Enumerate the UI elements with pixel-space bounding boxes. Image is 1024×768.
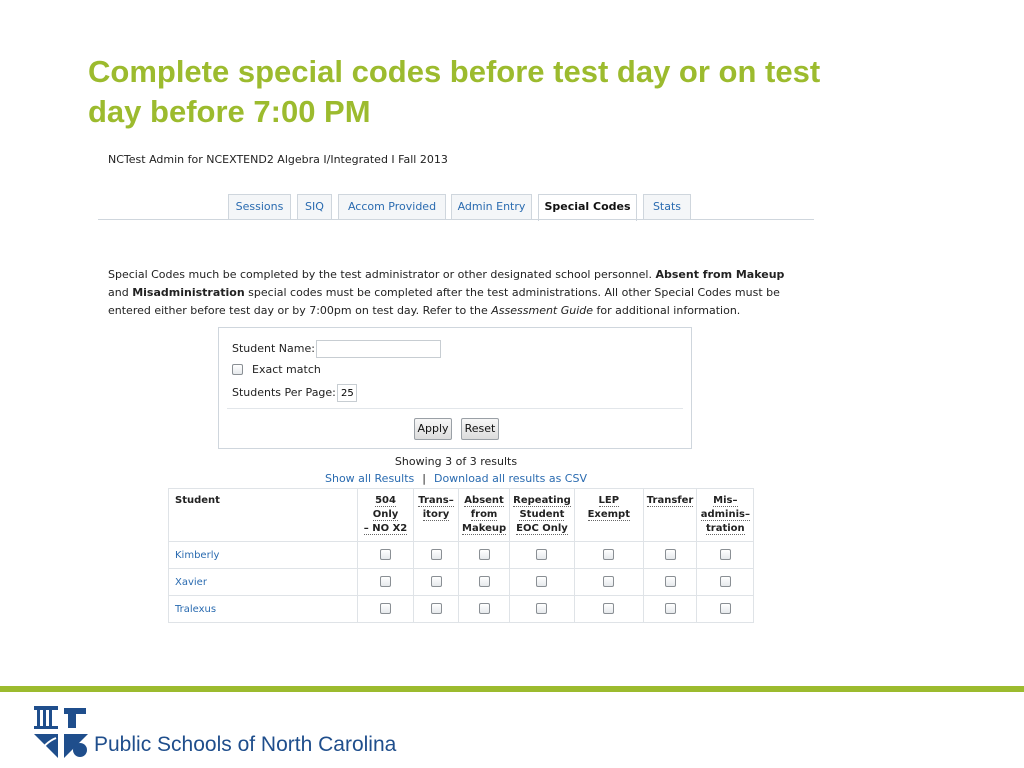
student-name-cell[interactable]: Tralexus	[169, 596, 358, 623]
header-transitory	[414, 489, 459, 542]
header-repeating-student	[510, 489, 575, 542]
table-row	[169, 569, 754, 596]
absent-from-makeup-checkbox[interactable]	[479, 603, 490, 614]
cell-misadministration	[697, 569, 754, 596]
transitory-checkbox[interactable]	[431, 576, 442, 587]
cell-transfer	[643, 596, 697, 623]
absent-from-makeup-checkbox[interactable]	[479, 576, 490, 587]
header-misadmin-line1: Mis–	[713, 495, 738, 506]
students-per-page-input[interactable]	[337, 384, 357, 402]
filter-panel	[218, 327, 692, 449]
desc-text-1: Special Codes much be completed by the test administrator or other designated school personnel.	[108, 268, 656, 281]
table-header-row	[169, 489, 754, 542]
desc-italic-guide: Assessment Guide	[491, 304, 594, 317]
slide-title	[88, 52, 928, 132]
table-row	[169, 542, 754, 569]
transfer-checkbox[interactable]	[665, 603, 676, 614]
cell-transitory	[414, 569, 459, 596]
tab-accom-provided[interactable]: Accom Provided	[338, 194, 446, 219]
header-misadmin-line2: adminis–	[700, 509, 750, 520]
tab-admin-entry[interactable]: Admin Entry	[451, 194, 532, 219]
results-links	[98, 472, 814, 485]
header-504-only-line1: 504 Only	[372, 495, 399, 520]
header-student	[169, 489, 358, 542]
504-only-checkbox[interactable]	[380, 603, 391, 614]
student-name-label: Student Name:	[232, 342, 315, 355]
cell-repeating-student	[510, 569, 575, 596]
desc-text-2: and	[108, 286, 133, 299]
cell-repeating-student	[510, 542, 575, 569]
special-codes-description	[108, 266, 808, 320]
app-title: NCTest Admin for NCEXTEND2 Algebra I/Integrated I Fall 2013	[108, 153, 448, 166]
cell-504-only	[358, 542, 414, 569]
header-misadmin-line3: tration	[706, 523, 745, 534]
header-absent-from-makeup	[459, 489, 510, 542]
header-misadministration	[697, 489, 754, 542]
cell-transitory	[414, 596, 459, 623]
students-per-page-label: Students Per Page:	[232, 386, 336, 399]
student-name-input[interactable]	[316, 340, 441, 358]
cell-lep-exempt	[574, 542, 643, 569]
show-all-results-link[interactable]: Show all Results	[325, 472, 415, 485]
cell-misadministration	[697, 542, 754, 569]
lep-exempt-checkbox[interactable]	[603, 603, 614, 614]
cell-absent-from-makeup	[459, 569, 510, 596]
tab-special-codes[interactable]: Special Codes	[538, 194, 637, 221]
header-repeating-line1: Repeating	[513, 495, 571, 506]
cell-transfer	[643, 542, 697, 569]
slide-title-line-2: day before 7:00 PM	[88, 94, 371, 129]
filter-divider	[227, 408, 683, 409]
header-repeating-line2: Student	[519, 509, 565, 520]
header-transitory-line2: itory	[422, 509, 450, 520]
misadministration-checkbox[interactable]	[720, 603, 731, 614]
nctest-admin-panel	[98, 148, 814, 488]
transfer-checkbox[interactable]	[665, 576, 676, 587]
header-transitory-line1: Trans–	[418, 495, 454, 506]
apply-button[interactable]: Apply	[414, 418, 452, 440]
cell-504-only	[358, 569, 414, 596]
header-absent-line1: Absent	[464, 495, 504, 506]
header-lep-exempt-label: LEP Exempt	[587, 495, 630, 520]
desc-bold-absent: Absent from Makeup	[655, 268, 785, 281]
cell-transfer	[643, 569, 697, 596]
cell-misadministration	[697, 596, 754, 623]
desc-bold-misadministration: Misadministration	[132, 286, 245, 299]
special-codes-table	[168, 488, 754, 623]
header-transfer	[643, 489, 697, 542]
cell-transitory	[414, 542, 459, 569]
cell-absent-from-makeup	[459, 542, 510, 569]
cell-lep-exempt	[574, 596, 643, 623]
exact-match-label: Exact match	[252, 363, 321, 376]
header-student-label: Student	[175, 495, 220, 506]
student-name-cell[interactable]: Xavier	[169, 569, 358, 596]
transfer-checkbox[interactable]	[665, 549, 676, 560]
student-name-cell[interactable]: Kimberly	[169, 542, 358, 569]
footer-accent-bar	[0, 686, 1024, 692]
lep-exempt-checkbox[interactable]	[603, 576, 614, 587]
cell-lep-exempt	[574, 569, 643, 596]
header-transfer-label: Transfer	[646, 495, 694, 506]
psnc-logo-icon	[32, 702, 92, 762]
repeating-student-checkbox[interactable]	[536, 549, 547, 560]
desc-text-4: for additional information.	[593, 304, 741, 317]
links-separator: |	[422, 472, 426, 485]
footer-org-name: Public Schools of North Carolina	[94, 733, 397, 756]
cell-repeating-student	[510, 596, 575, 623]
table-row	[169, 596, 754, 623]
misadministration-checkbox[interactable]	[720, 576, 731, 587]
header-lep-exempt	[574, 489, 643, 542]
tab-stats[interactable]: Stats	[643, 194, 691, 219]
cell-504-only	[358, 596, 414, 623]
repeating-student-checkbox[interactable]	[536, 576, 547, 587]
header-repeating-line3: EOC Only	[516, 523, 568, 534]
download-csv-link[interactable]: Download all results as CSV	[433, 472, 587, 485]
lep-exempt-checkbox[interactable]	[603, 549, 614, 560]
tabs-divider	[98, 219, 814, 220]
misadministration-checkbox[interactable]	[720, 549, 731, 560]
header-504-only-line2: – NO X2	[363, 523, 408, 534]
transitory-checkbox[interactable]	[431, 603, 442, 614]
reset-button[interactable]: Reset	[461, 418, 499, 440]
absent-from-makeup-checkbox[interactable]	[479, 549, 490, 560]
repeating-student-checkbox[interactable]	[536, 603, 547, 614]
desc-text-3: special codes must be completed after the test administrations. All other Special Codes must be entered either before test day or by 7:00pm on test day. Refer to the	[108, 286, 780, 317]
504-only-checkbox[interactable]	[380, 549, 391, 560]
header-504-only	[358, 489, 414, 542]
results-count: Showing 3 of 3 results	[394, 455, 518, 468]
exact-match-checkbox[interactable]	[232, 364, 243, 375]
cell-absent-from-makeup	[459, 596, 510, 623]
transitory-checkbox[interactable]	[431, 549, 442, 560]
header-absent-line2: from	[470, 509, 498, 520]
slide-title-line-1: Complete special codes before test day or on test	[88, 54, 821, 89]
504-only-checkbox[interactable]	[380, 576, 391, 587]
header-absent-line3: Makeup	[462, 523, 507, 534]
tab-sessions[interactable]: Sessions	[228, 194, 291, 219]
tab-siq[interactable]: SIQ	[297, 194, 332, 219]
